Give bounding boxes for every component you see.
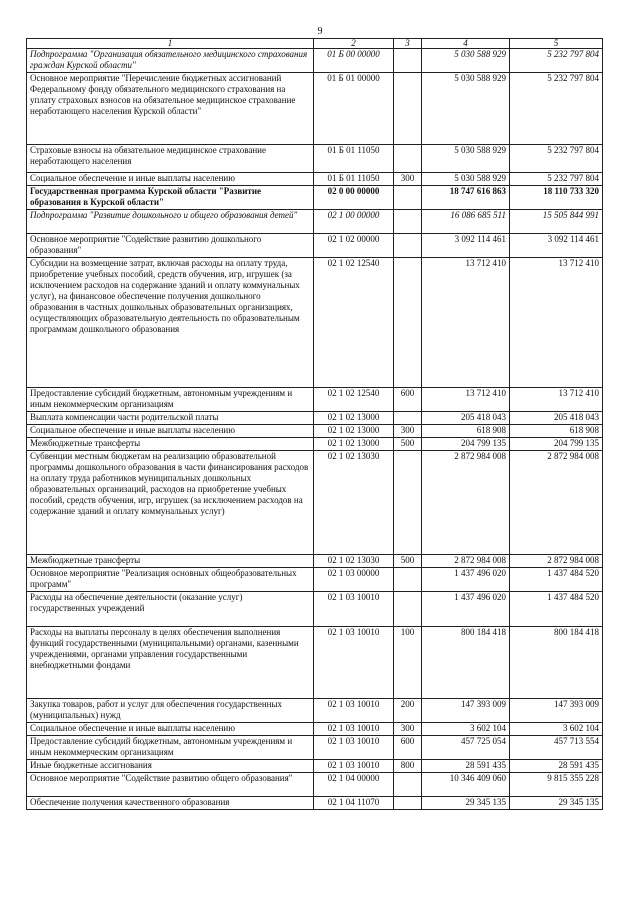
row-amount-1: 3 602 104	[422, 723, 510, 736]
row-amount-1: 1 437 496 020	[422, 568, 510, 592]
table-row	[27, 797, 603, 810]
table-row	[27, 736, 603, 760]
row-amount-2: 18 110 733 320	[510, 186, 603, 210]
row-amount-1: 29 345 135	[422, 797, 510, 810]
table-row	[27, 186, 603, 210]
row-code: 02 1 03 10010	[314, 723, 394, 736]
row-code: 02 1 02 13000	[314, 412, 394, 425]
row-amount-1: 13 712 410	[422, 388, 510, 412]
row-expense-type	[394, 773, 422, 797]
row-name: Межбюджетные трансферты	[27, 555, 314, 568]
table-row	[27, 412, 603, 425]
table-row	[27, 699, 603, 723]
header-col-5: 5	[510, 39, 603, 49]
row-expense-type: 300	[394, 173, 422, 186]
row-expense-type	[394, 49, 422, 73]
row-amount-2: 618 908	[510, 425, 603, 438]
row-name: Страховые взносы на обязательное медицинское страхование неработающего населения	[27, 145, 314, 173]
row-code: 02 1 04 00000	[314, 773, 394, 797]
row-amount-1: 204 799 135	[422, 438, 510, 451]
row-code: 02 1 03 00000	[314, 568, 394, 592]
row-amount-1: 205 418 043	[422, 412, 510, 425]
row-amount-1: 5 030 588 929	[422, 73, 510, 145]
table-row	[27, 210, 603, 234]
row-name: Иные бюджетные ассигнования	[27, 760, 314, 773]
row-name: Социальное обеспечение и иные выплаты населению	[27, 723, 314, 736]
row-expense-type	[394, 234, 422, 258]
table-row	[27, 451, 603, 555]
row-code: 02 1 02 12540	[314, 388, 394, 412]
row-amount-2: 13 712 410	[510, 388, 603, 412]
row-amount-1: 5 030 588 929	[422, 49, 510, 73]
row-name: Межбюджетные трансферты	[27, 438, 314, 451]
row-amount-1: 2 872 984 008	[422, 555, 510, 568]
row-name: Государственная программа Курской области "Развитие образования в Курской области"	[27, 186, 314, 210]
row-amount-2: 1 437 484 520	[510, 592, 603, 627]
table-row	[27, 592, 603, 627]
table-row	[27, 73, 603, 145]
row-amount-1: 2 872 984 008	[422, 451, 510, 555]
table-row	[27, 627, 603, 699]
row-expense-type: 600	[394, 388, 422, 412]
row-name: Основное мероприятие "Содействие развитию общего образования"	[27, 773, 314, 797]
row-amount-2: 5 232 797 804	[510, 145, 603, 173]
row-amount-1: 3 092 114 461	[422, 234, 510, 258]
row-amount-1: 1 437 496 020	[422, 592, 510, 627]
row-expense-type	[394, 145, 422, 173]
row-name: Закупка товаров, работ и услуг для обеспечения государственных (муниципальных) нужд	[27, 699, 314, 723]
row-expense-type: 600	[394, 736, 422, 760]
row-amount-2: 457 713 554	[510, 736, 603, 760]
header-col-1: 1	[27, 39, 314, 49]
row-name: Подпрограмма "Организация обязательного медицинского страхования граждан Курской области"	[27, 49, 314, 73]
row-code: 02 1 03 10010	[314, 760, 394, 773]
row-amount-2: 13 712 410	[510, 258, 603, 388]
row-name: Социальное обеспечение и иные выплаты населению	[27, 425, 314, 438]
row-amount-2: 5 232 797 804	[510, 49, 603, 73]
table-row	[27, 773, 603, 797]
row-name: Предоставление субсидий бюджетным, автономным учреждениям и иным некоммерческим организациям	[27, 736, 314, 760]
row-expense-type	[394, 210, 422, 234]
row-amount-2: 9 815 355 228	[510, 773, 603, 797]
row-expense-type	[394, 73, 422, 145]
table-row	[27, 425, 603, 438]
header-col-2: 2	[314, 39, 394, 49]
row-name: Подпрограмма "Развитие дошкольного и общего образования детей"	[27, 210, 314, 234]
row-amount-1: 13 712 410	[422, 258, 510, 388]
row-amount-1: 147 393 009	[422, 699, 510, 723]
row-amount-2: 15 505 844 991	[510, 210, 603, 234]
row-amount-1: 800 184 418	[422, 627, 510, 699]
row-code: 02 1 00 00000	[314, 210, 394, 234]
row-amount-2: 28 591 435	[510, 760, 603, 773]
header-col-3: 3	[394, 39, 422, 49]
table-row	[27, 723, 603, 736]
page-number: 9	[317, 26, 323, 37]
row-expense-type	[394, 451, 422, 555]
row-name: Социальное обеспечение и иные выплаты населению	[27, 173, 314, 186]
row-expense-type: 500	[394, 555, 422, 568]
row-code: 01 Б 01 00000	[314, 73, 394, 145]
table-row	[27, 438, 603, 451]
row-amount-2: 5 232 797 804	[510, 73, 603, 145]
row-name: Основное мероприятие "Реализация основных общеобразовательных программ"	[27, 568, 314, 592]
row-amount-2: 800 184 418	[510, 627, 603, 699]
table-row	[27, 555, 603, 568]
row-expense-type	[394, 186, 422, 210]
table-row	[27, 49, 603, 73]
row-expense-type	[394, 797, 422, 810]
row-code: 02 1 02 12540	[314, 258, 394, 388]
row-expense-type: 300	[394, 425, 422, 438]
row-code: 02 1 04 11070	[314, 797, 394, 810]
row-amount-2: 147 393 009	[510, 699, 603, 723]
row-expense-type	[394, 412, 422, 425]
table-row	[27, 568, 603, 592]
row-code: 02 0 00 00000	[314, 186, 394, 210]
row-expense-type: 800	[394, 760, 422, 773]
row-amount-1: 16 086 685 511	[422, 210, 510, 234]
row-amount-2: 1 437 484 520	[510, 568, 603, 592]
row-amount-1: 618 908	[422, 425, 510, 438]
row-amount-1: 457 725 054	[422, 736, 510, 760]
table-row	[27, 173, 603, 186]
row-code: 02 1 03 10010	[314, 592, 394, 627]
row-name: Расходы на обеспечение деятельности (оказание услуг) государственных учреждений	[27, 592, 314, 627]
table-row	[27, 760, 603, 773]
row-code: 02 1 03 10010	[314, 736, 394, 760]
table-row	[27, 388, 603, 412]
row-amount-2: 3 092 114 461	[510, 234, 603, 258]
row-expense-type: 300	[394, 723, 422, 736]
row-code: 02 1 02 13030	[314, 451, 394, 555]
row-code: 02 1 02 13030	[314, 555, 394, 568]
row-expense-type	[394, 258, 422, 388]
row-name: Обеспечение получения качественного образования	[27, 797, 314, 810]
row-amount-1: 5 030 588 929	[422, 145, 510, 173]
row-amount-2: 2 872 984 008	[510, 451, 603, 555]
row-amount-2: 205 418 043	[510, 412, 603, 425]
table-row	[27, 145, 603, 173]
row-code: 02 1 02 00000	[314, 234, 394, 258]
row-amount-2: 204 799 135	[510, 438, 603, 451]
budget-table	[26, 38, 603, 810]
row-name: Основное мероприятие "Перечисление бюджетных ассигнований Федеральному фонду обязательного медицинского страхования на уплату страховых взносов на обязательное медицинское страхование неработающего населения Курской области"	[27, 73, 314, 145]
row-code: 02 1 02 13000	[314, 425, 394, 438]
row-amount-2: 2 872 984 008	[510, 555, 603, 568]
row-amount-1: 10 346 409 060	[422, 773, 510, 797]
row-name: Основное мероприятие "Содействие развитию дошкольного образования"	[27, 234, 314, 258]
row-code: 01 Б 00 00000	[314, 49, 394, 73]
table-row	[27, 234, 603, 258]
row-name: Субсидии на возмещение затрат, включая расходы на оплату труда, приобретение учебных пособий, средств обучения, игр, игрушек (за исключением расходов на содержание зданий и оплату коммунальных услуг), на финансовое обеспечение получения дошкольного образования в частных дошкольных образовательных организациях, осуществляющих образовательную деятельность по образовательным программам дошкольного образования	[27, 258, 314, 388]
header-row	[27, 39, 603, 49]
row-expense-type: 500	[394, 438, 422, 451]
table-row	[27, 258, 603, 388]
row-code: 02 1 03 10010	[314, 699, 394, 723]
row-amount-1: 18 747 616 863	[422, 186, 510, 210]
row-amount-2: 3 602 104	[510, 723, 603, 736]
row-expense-type: 200	[394, 699, 422, 723]
row-code: 01 Б 01 11050	[314, 173, 394, 186]
row-name: Выплата компенсации части родительской платы	[27, 412, 314, 425]
row-amount-1: 5 030 588 929	[422, 173, 510, 186]
row-code: 02 1 02 13000	[314, 438, 394, 451]
row-amount-2: 5 232 797 804	[510, 173, 603, 186]
row-amount-1: 28 591 435	[422, 760, 510, 773]
row-expense-type	[394, 592, 422, 627]
row-expense-type: 100	[394, 627, 422, 699]
row-code: 01 Б 01 11050	[314, 145, 394, 173]
row-name: Субвенции местным бюджетам на реализацию образовательной программы дошкольного образования в части финансирования расходов на оплату труда работников муниципальных дошкольных образовательных организаций, расходов на приобретение учебных пособий, средств обучения, игр, игрушек (за исключением расходов на содержание зданий и оплату коммунальных услуг)	[27, 451, 314, 555]
row-code: 02 1 03 10010	[314, 627, 394, 699]
header-col-4: 4	[422, 39, 510, 49]
row-name: Расходы на выплаты персоналу в целях обеспечения выполнения функций государственными (муниципальными) органами, казенными учреждениями, органами управления государственными внебюджетными фондами	[27, 627, 314, 699]
row-name: Предоставление субсидий бюджетным, автономным учреждениям и иным некоммерческим организациям	[27, 388, 314, 412]
row-expense-type	[394, 568, 422, 592]
row-amount-2: 29 345 135	[510, 797, 603, 810]
